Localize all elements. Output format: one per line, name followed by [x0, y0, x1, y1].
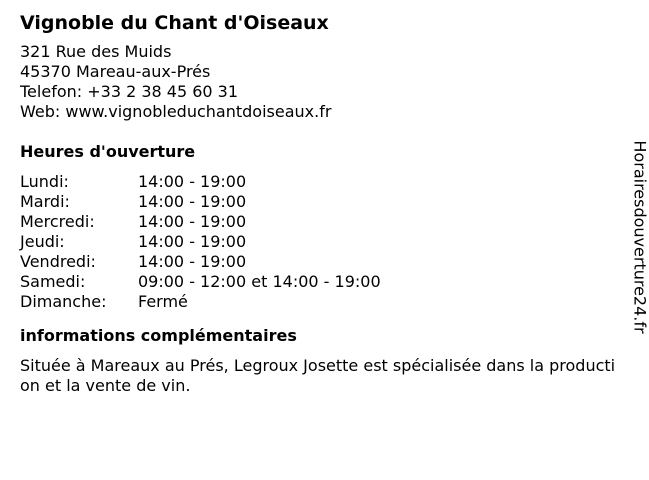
hours-time: 14:00 - 19:00	[138, 192, 247, 211]
address-line-2: 45370 Mareau-aux-Prés	[20, 62, 211, 81]
site-watermark: Horairesdouverture24.fr	[630, 140, 649, 334]
hours-time: Fermé	[138, 292, 188, 311]
hours-time: 14:00 - 19:00	[138, 172, 247, 191]
hours-day: Mercredi:	[20, 212, 95, 231]
address-line-1: 321 Rue des Muids	[20, 42, 172, 61]
hours-day: Dimanche:	[20, 292, 107, 311]
hours-heading: Heures d'ouverture	[20, 142, 196, 161]
website: Web: www.vignobleduchantdoiseaux.fr	[20, 102, 332, 121]
hours-day: Vendredi:	[20, 252, 96, 271]
hours-day: Samedi:	[20, 272, 86, 291]
business-name: Vignoble du Chant d'Oiseaux	[20, 12, 329, 34]
hours-time: 09:00 - 12:00 et 14:00 - 19:00	[138, 272, 381, 291]
hours-row	[20, 232, 620, 252]
hours-row	[20, 212, 620, 232]
hours-row	[20, 192, 620, 212]
info-heading: informations complémentaires	[20, 326, 297, 345]
hours-time: 14:00 - 19:00	[138, 232, 247, 251]
hours-day: Mardi:	[20, 192, 70, 211]
hours-day: Jeudi:	[20, 232, 65, 251]
hours-time: 14:00 - 19:00	[138, 212, 247, 231]
business-card	[20, 10, 620, 396]
hours-time: 14:00 - 19:00	[138, 252, 247, 271]
hours-row	[20, 292, 620, 312]
hours-row	[20, 272, 620, 292]
hours-row	[20, 172, 620, 192]
phone-number: Telefon: +33 2 38 45 60 31	[20, 82, 239, 101]
hours-day: Lundi:	[20, 172, 69, 191]
hours-row	[20, 252, 620, 272]
hours-table	[20, 172, 620, 312]
info-text: Située à Mareaux au Prés, Legroux Josette est spécialisée dans la production et la vente de vin.	[20, 356, 616, 395]
